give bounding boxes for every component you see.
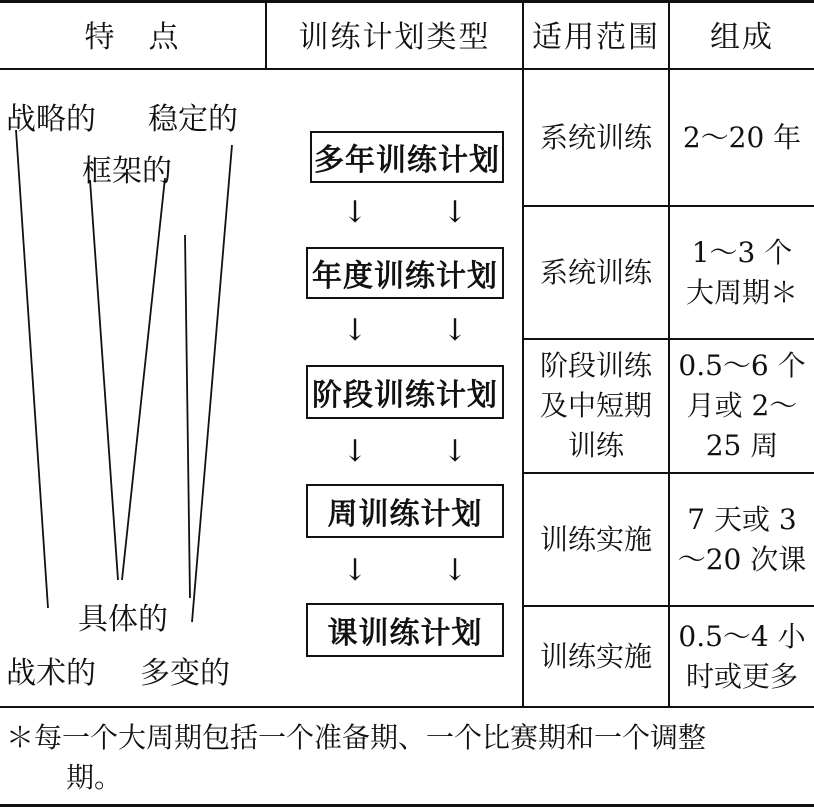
line-framework-right (122, 178, 165, 580)
line-strategic-to-tactical (16, 130, 48, 608)
composition-cell-weekly: 7 天或 3 ～20 次课 (677, 502, 807, 576)
feature-concrete: 具体的 (78, 602, 168, 637)
arrow-down-icon: ↓ (342, 553, 368, 588)
feature-tactical: 战术的 (6, 656, 96, 691)
feature-variable: 多变的 (140, 656, 230, 691)
arrow-down-icon: ↓ (342, 313, 368, 348)
footer-bottom-border (0, 804, 814, 807)
header-scope: 适用范围 (532, 20, 660, 55)
footnote-line-1: ＊每一个大周期包括一个准备期、一个比赛期和一个调整 (6, 721, 707, 754)
plan-box-weekly: 周训练计划 (306, 484, 504, 538)
scope-cell-multi-year: 系统训练 (539, 120, 652, 154)
composition-cell-phase: 0.5～6 个 月或 2～ 25 周 (678, 349, 806, 462)
plan-box-phase: 阶段训练计划 (306, 365, 504, 419)
plan-box-session: 课训练计划 (306, 603, 504, 657)
line-framework-left (90, 180, 118, 580)
arrow-down-icon: ↓ (342, 434, 368, 469)
arrow-down-icon: ↓ (442, 195, 468, 230)
header-features: 特 点 (84, 20, 181, 55)
scope-cell-annual: 系统训练 (539, 255, 652, 289)
feature-strategic: 战略的 (6, 102, 96, 137)
scope-cell-session: 训练实施 (539, 639, 652, 673)
composition-cell-session: 0.5～4 小 时或更多 (678, 619, 806, 693)
feature-framework: 框架的 (82, 154, 172, 189)
composition-cell-multi-year: 2～20 年 (682, 120, 802, 154)
feature-stable: 稳定的 (148, 102, 238, 137)
line-concrete-inner (185, 235, 190, 598)
plan-box-multi-year: 多年训练计划 (310, 131, 504, 183)
header-plan-type: 训练计划类型 (298, 20, 491, 55)
composition-cell-annual: 1～3 个 大周期＊ (685, 235, 798, 309)
line-stable-to-variable (192, 145, 232, 622)
header-composition: 组成 (710, 20, 774, 55)
arrow-down-icon: ↓ (342, 195, 368, 230)
plan-box-annual: 年度训练计划 (306, 247, 504, 299)
scope-cell-weekly: 训练实施 (539, 522, 652, 556)
arrow-down-icon: ↓ (442, 553, 468, 588)
scope-cell-phase: 阶段训练 及中短期 训练 (539, 349, 652, 462)
footnote-line-2: 期。 (66, 761, 123, 794)
arrow-down-icon: ↓ (442, 434, 468, 469)
arrow-down-icon: ↓ (442, 313, 468, 348)
table-bottom-border (0, 706, 814, 708)
